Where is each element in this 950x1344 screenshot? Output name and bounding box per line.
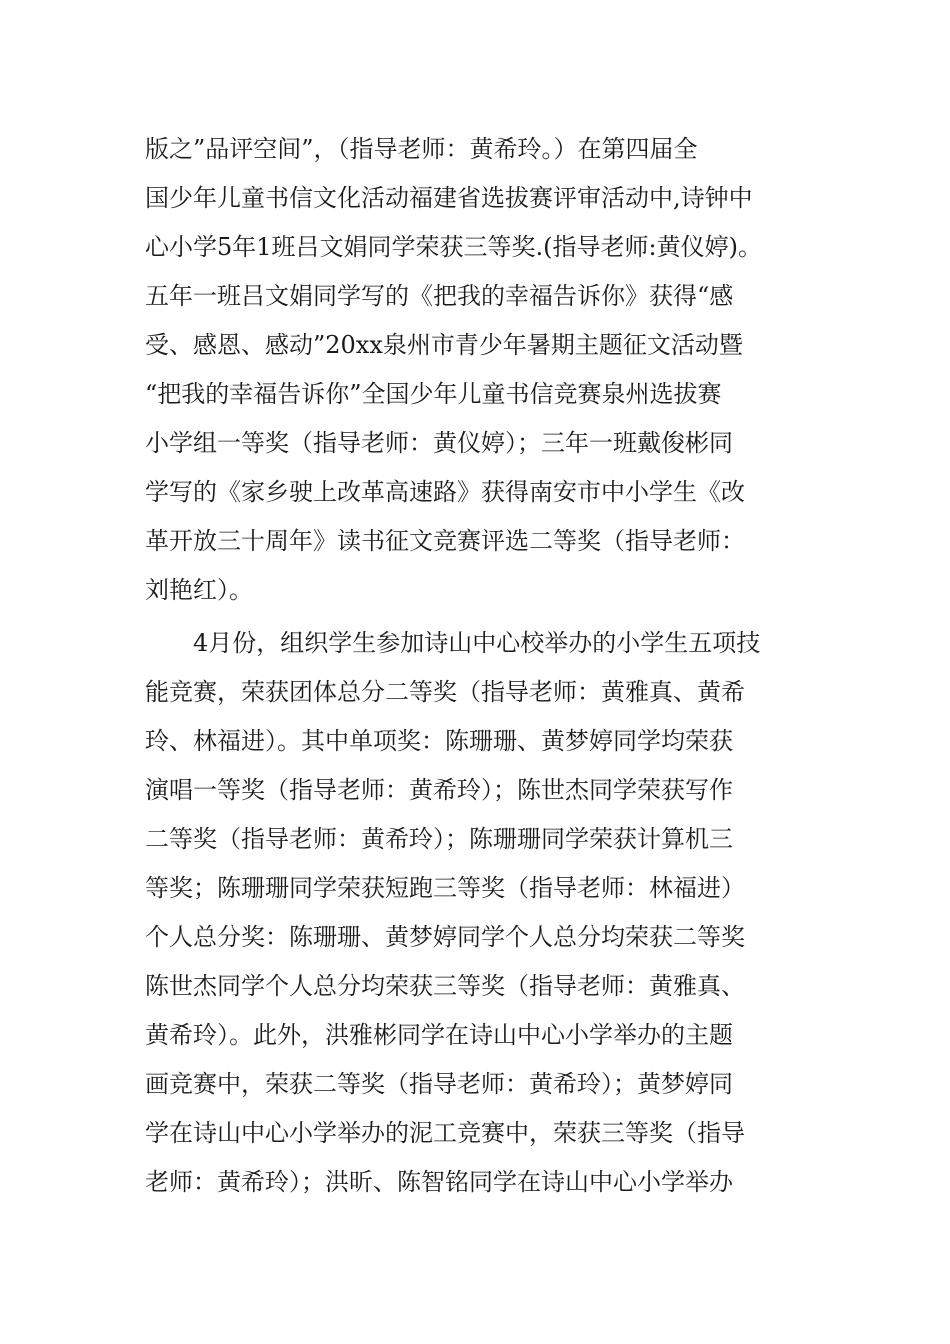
text-line: 五年一班吕文娟同学写的《把我的幸福告诉你》获得“感 bbox=[145, 282, 734, 310]
text-line: 二等奖（指导老师：黄希玲）；陈珊珊同学荣获计算机三 bbox=[145, 825, 733, 853]
text-line: 学写的《家乡驶上改革高速路》获得南安市中小学生《改 bbox=[145, 478, 745, 506]
text-line: 个人总分奖：陈珊珊、黄梦婷同学个人总分均荣获二等奖 bbox=[145, 923, 745, 951]
text-line: 小学组一等奖（指导老师：黄仪婷）；三年一班戴俊彬同 bbox=[145, 429, 733, 457]
paragraph-april-competition bbox=[145, 619, 825, 1207]
text-line: 受、感恩、感动”20xx泉州市青少年暑期主题征文活动暨 bbox=[145, 331, 743, 359]
text-line: 老师：黄希玲）；洪昕、陈智铭同学在诗山中心小学举办 bbox=[145, 1168, 733, 1196]
text-line: 学在诗山中心小学举办的泥工竞赛中，荣获三等奖（指导 bbox=[145, 1119, 745, 1147]
text-line: 陈世杰同学个人总分均荣获三等奖（指导老师：黄雅真、 bbox=[145, 972, 745, 1000]
text-line: 玲、林福进）。其中单项奖：陈珊珊、黄梦婷同学均荣获 bbox=[145, 727, 733, 755]
text-line: 能竞赛，荣获团体总分二等奖（指导老师：黄雅真、黄希 bbox=[145, 678, 745, 706]
text-line: 4月份，组织学生参加诗山中心校举办的小学生五项技 bbox=[145, 629, 761, 657]
text-line: 演唱一等奖（指导老师：黄希玲）；陈世杰同学荣获写作 bbox=[145, 776, 733, 804]
text-line: 国少年儿童书信文化活动福建省选拔赛评审活动中,诗钟中 bbox=[145, 184, 753, 212]
text-line: “把我的幸福告诉你”全国少年儿童书信竞赛泉州选拔赛 bbox=[145, 380, 722, 408]
text-line: 画竞赛中，荣获二等奖（指导老师：黄希玲）；黄梦婷同 bbox=[145, 1070, 733, 1098]
text-line: 等奖；陈珊珊同学荣获短跑三等奖（指导老师：林福进） bbox=[145, 874, 745, 902]
text-line: 版之”品评空间”，（指导老师：黄希玲。）在第四届全 bbox=[145, 135, 698, 163]
text-line: 黄希玲）。此外，洪雅彬同学在诗山中心小学举办的主题 bbox=[145, 1021, 733, 1049]
text-line: 革开放三十周年》读书征文竞赛评选二等奖（指导老师： bbox=[145, 527, 745, 555]
text-line: 心小学5年1班吕文娟同学荣获三等奖.(指导老师:黄仪婷)。 bbox=[145, 233, 762, 261]
text-line: 刘艳红）。 bbox=[145, 576, 253, 604]
paragraph-awards-letters bbox=[145, 125, 825, 615]
